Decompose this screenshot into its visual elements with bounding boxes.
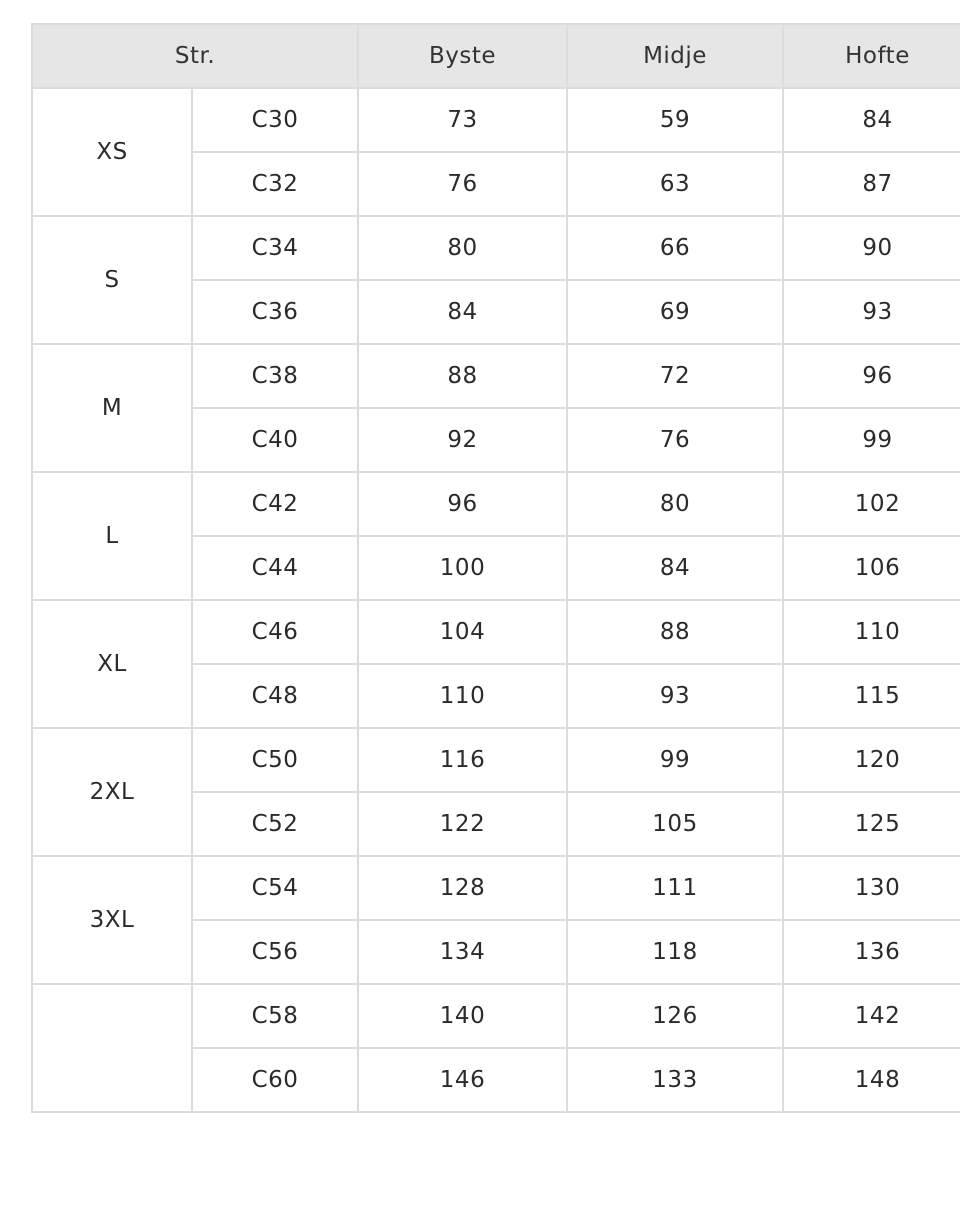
hip-cell: 125 [783,792,960,856]
header-bust: Byste [358,24,567,88]
waist-cell: 118 [567,920,783,984]
waist-cell: 63 [567,152,783,216]
waist-cell: 93 [567,664,783,728]
hip-cell: 130 [783,856,960,920]
bust-cell: 80 [358,216,567,280]
cup-size-cell: C34 [192,216,358,280]
waist-cell: 69 [567,280,783,344]
cup-size-cell: C50 [192,728,358,792]
hip-cell: 148 [783,1048,960,1112]
cup-size-cell: C44 [192,536,358,600]
table-row [32,600,960,664]
table-header [32,24,960,88]
header-hip: Hofte [783,24,960,88]
bust-cell: 104 [358,600,567,664]
bust-cell: 134 [358,920,567,984]
cup-size-cell: C58 [192,984,358,1048]
table-row [32,728,960,792]
hip-cell: 142 [783,984,960,1048]
header-waist: Midje [567,24,783,88]
hip-cell: 106 [783,536,960,600]
bust-cell: 146 [358,1048,567,1112]
bust-cell: 88 [358,344,567,408]
waist-cell: 99 [567,728,783,792]
table-row [32,344,960,408]
cup-size-cell: C48 [192,664,358,728]
header-row [32,24,960,88]
size-chart-table [31,23,960,1113]
bust-cell: 128 [358,856,567,920]
hip-cell: 87 [783,152,960,216]
bust-cell: 92 [358,408,567,472]
cup-size-cell: C54 [192,856,358,920]
cup-size-cell: C42 [192,472,358,536]
bust-cell: 73 [358,88,567,152]
waist-cell: 80 [567,472,783,536]
bust-cell: 100 [358,536,567,600]
hip-cell: 99 [783,408,960,472]
size-label-cell: L [32,472,192,600]
hip-cell: 96 [783,344,960,408]
hip-cell: 90 [783,216,960,280]
bust-cell: 122 [358,792,567,856]
bust-cell: 96 [358,472,567,536]
size-label-cell: M [32,344,192,472]
cup-size-cell: C36 [192,280,358,344]
waist-cell: 88 [567,600,783,664]
hip-cell: 84 [783,88,960,152]
table-row [32,984,960,1048]
waist-cell: 111 [567,856,783,920]
hip-cell: 110 [783,600,960,664]
cup-size-cell: C38 [192,344,358,408]
waist-cell: 126 [567,984,783,1048]
size-label-cell: XS [32,88,192,216]
waist-cell: 66 [567,216,783,280]
bust-cell: 84 [358,280,567,344]
cup-size-cell: C40 [192,408,358,472]
bust-cell: 76 [358,152,567,216]
bust-cell: 110 [358,664,567,728]
header-size: Str. [32,24,358,88]
hip-cell: 93 [783,280,960,344]
cup-size-cell: C32 [192,152,358,216]
bust-cell: 116 [358,728,567,792]
cup-size-cell: C56 [192,920,358,984]
size-label-cell [32,984,192,1112]
table-row [32,88,960,152]
hip-cell: 115 [783,664,960,728]
waist-cell: 133 [567,1048,783,1112]
waist-cell: 59 [567,88,783,152]
cup-size-cell: C30 [192,88,358,152]
hip-cell: 120 [783,728,960,792]
cup-size-cell: C60 [192,1048,358,1112]
hip-cell: 102 [783,472,960,536]
size-label-cell: XL [32,600,192,728]
table-body [32,88,960,1112]
table-row [32,856,960,920]
waist-cell: 72 [567,344,783,408]
waist-cell: 84 [567,536,783,600]
cup-size-cell: C46 [192,600,358,664]
table-row [32,216,960,280]
waist-cell: 76 [567,408,783,472]
table-row [32,472,960,536]
waist-cell: 105 [567,792,783,856]
size-label-cell: 3XL [32,856,192,984]
size-label-cell: S [32,216,192,344]
bust-cell: 140 [358,984,567,1048]
cup-size-cell: C52 [192,792,358,856]
size-label-cell: 2XL [32,728,192,856]
hip-cell: 136 [783,920,960,984]
